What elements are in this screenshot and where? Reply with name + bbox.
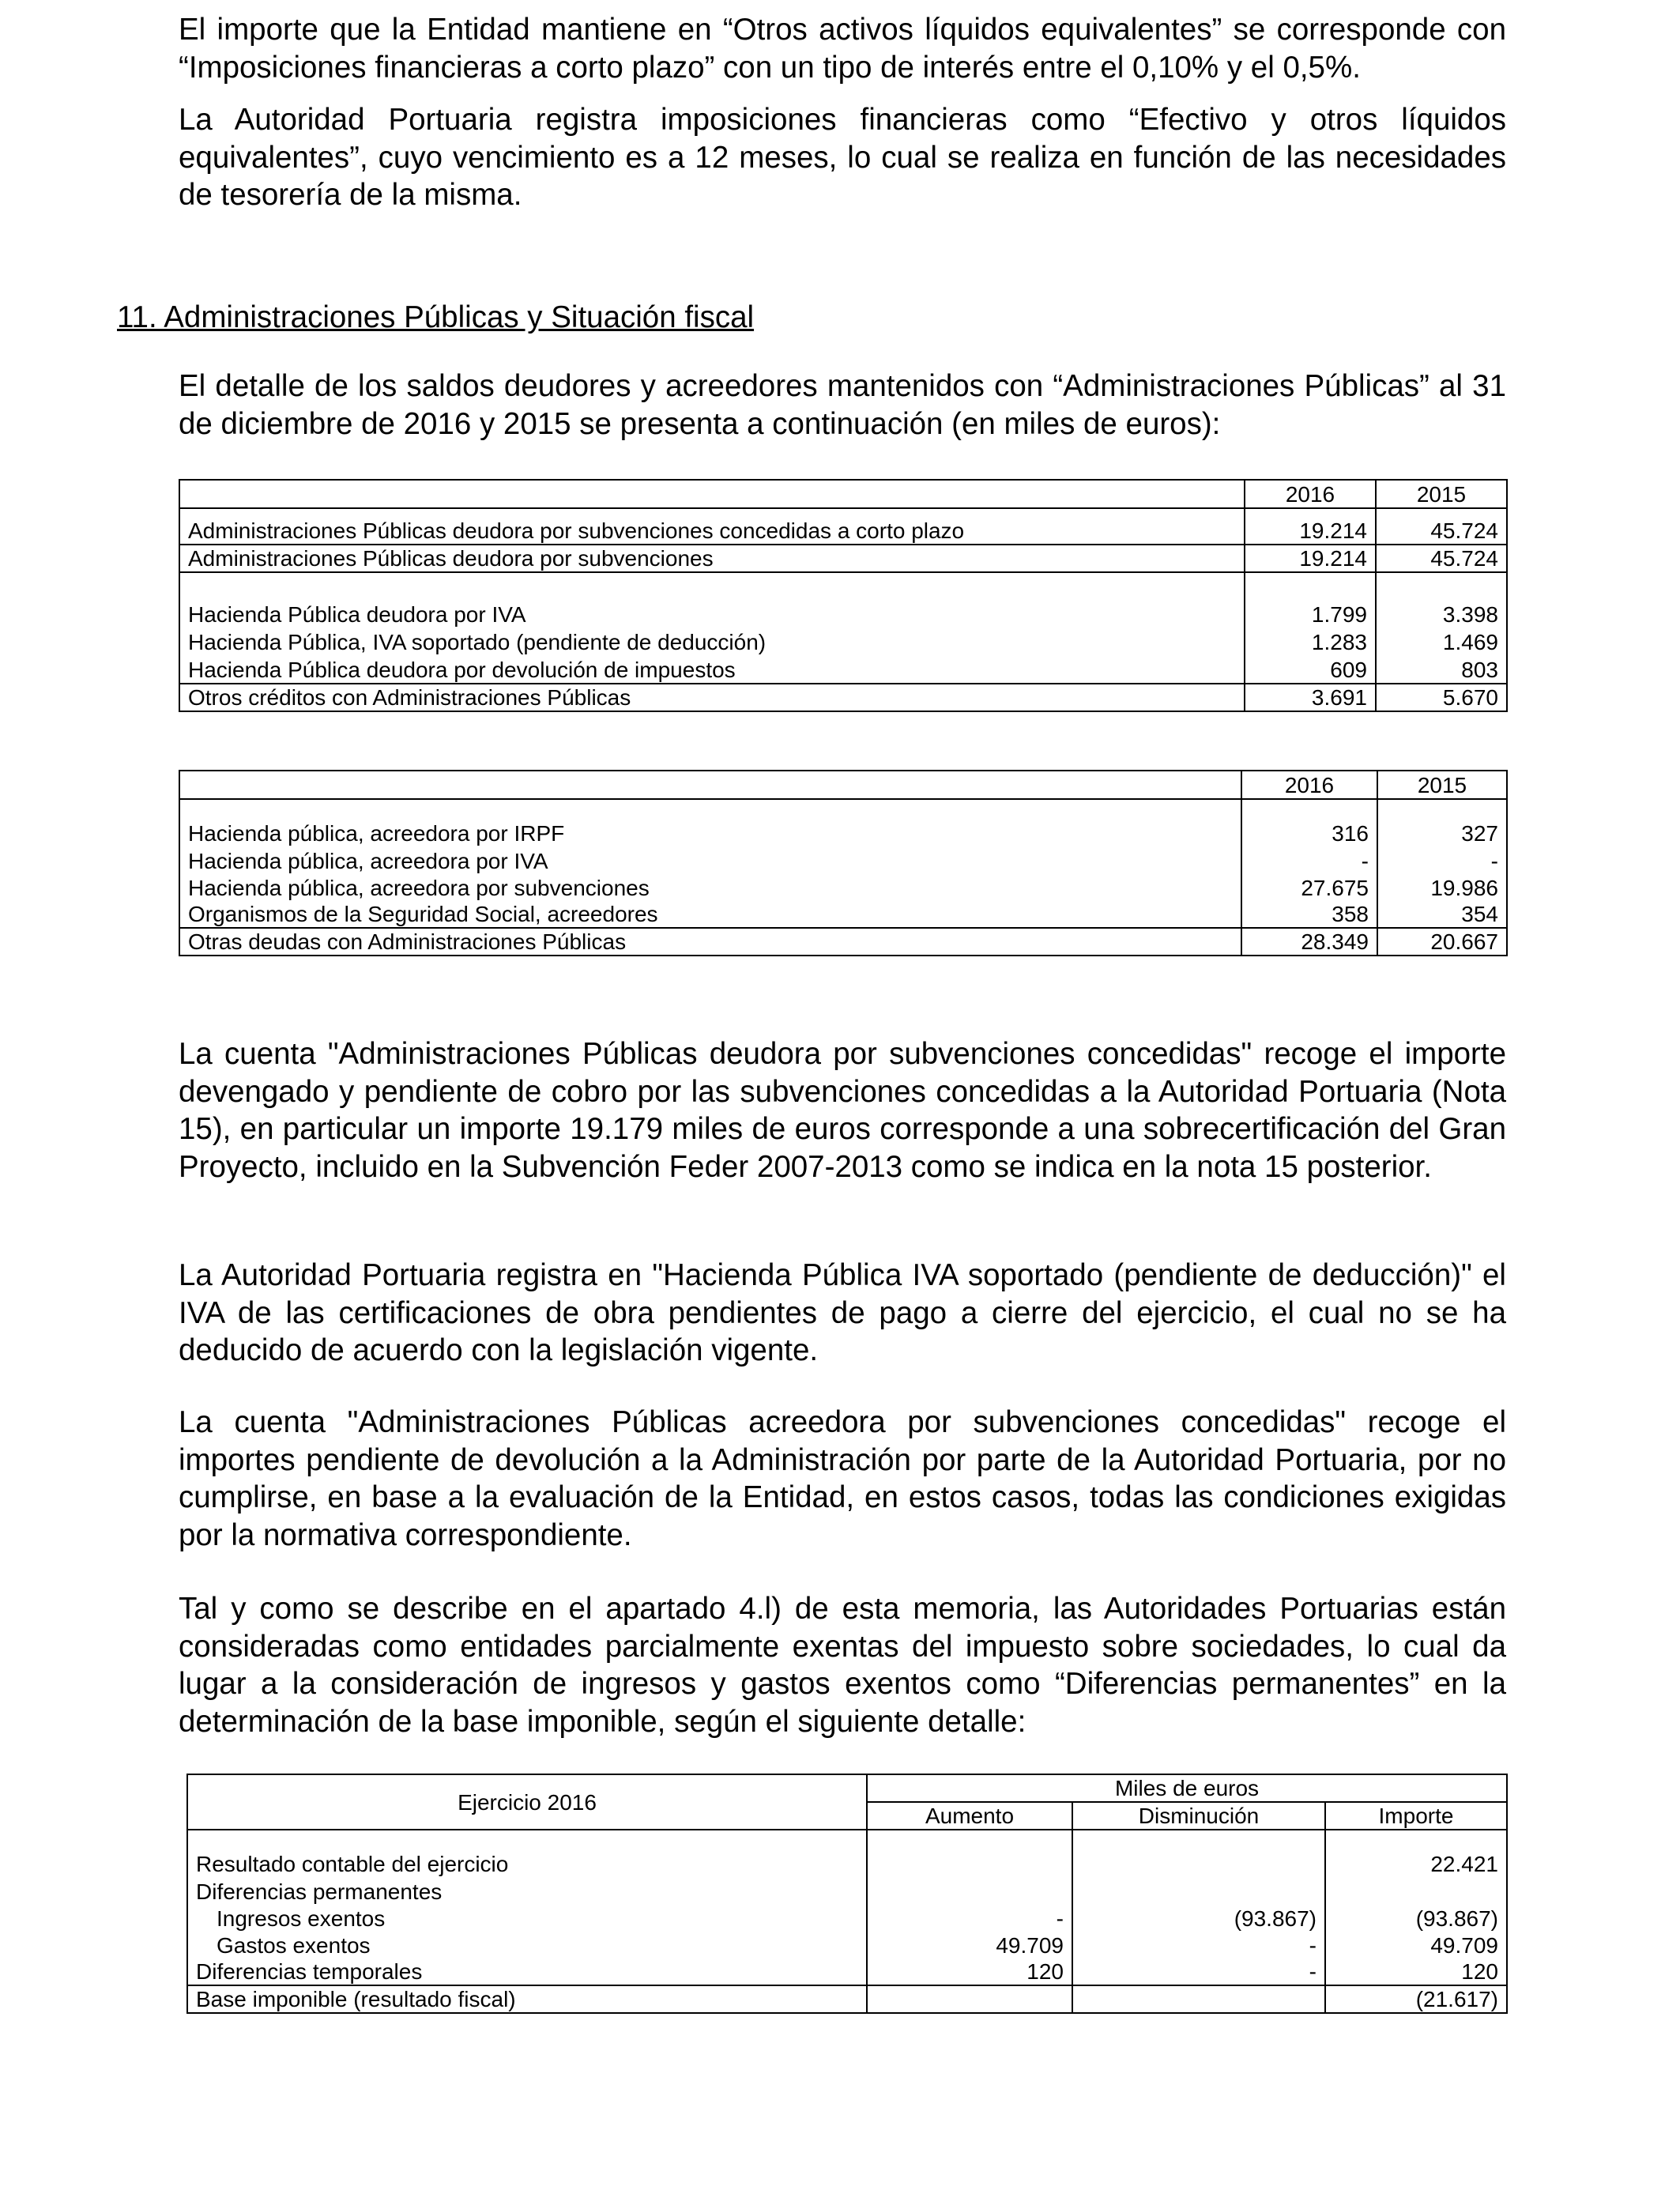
col-header-2015: 2015: [1376, 480, 1507, 508]
tax-base-table: [186, 1774, 1508, 2014]
col-header-2015: 2015: [1377, 771, 1507, 799]
table-row: Hacienda pública, acreedora por IVA - -: [179, 847, 1507, 874]
table-header-row: [187, 1774, 1507, 1802]
total-row: Base imponible (resultado fiscal) (21.617): [187, 1985, 1507, 2013]
total-row: Otras deudas con Administraciones Públicas 28.349 20.667: [179, 928, 1507, 956]
table-row: Resultado contable del ejercicio 22.421: [187, 1850, 1507, 1878]
table-row: Hacienda Pública deudora por IVA 1.799 3.398: [179, 601, 1507, 628]
table-row: Organismos de la Seguridad Social, acreedores 358 354: [179, 901, 1507, 928]
table-row: Hacienda Pública deudora por devolución de impuestos 609 803: [179, 656, 1507, 684]
total-row: Otros créditos con Administraciones Públicas 3.691 5.670: [179, 684, 1507, 711]
col-header-group: Miles de euros: [867, 1774, 1507, 1802]
paragraph-tax-base: Tal y como se describe en el apartado 4.l) de esta memoria, las Autoridades Portuarias están consideradas como entidades parcialmente exentas del impuesto sobre sociedades, lo cual da lugar a la consideración de ingresos y gastos exentos como “Diferencias permanentes” en la determinación de la base imponible, según el siguiente detalle:: [179, 1592, 1506, 1739]
table-row: Hacienda pública, acreedora por IRPF 316 327: [179, 820, 1507, 847]
section-title: 11. Administraciones Públicas y Situación fiscal: [117, 300, 755, 334]
table-row: Ingresos exentos - (93.867) (93.867): [187, 1905, 1507, 1932]
paragraph-subsidies-receivable: La cuenta "Administraciones Públicas deudora por subvenciones concedidas" recoge el importe devengado y pendiente de cobro por las subvenciones concedidas a la Autoridad Portuaria (Nota 15), en particular un importe 19.179 miles de euros corresponde a una sobrecertificación del Gran Proyecto, incluido en la Subvención Feder 2007-2013 como se indica en la nota 15 posterior.: [179, 1037, 1506, 1184]
paragraph-deposits: La Autoridad Portuaria registra imposiciones financieras como “Efectivo y otros líquidos equivalentes”, cuyo vencimiento es a 12 meses, lo cual se realiza en función de las necesidades de tesorería de la misma.: [179, 103, 1506, 212]
table-row: Diferencias temporales 120 - 120: [187, 1958, 1507, 1985]
creditor-balances-table: [179, 770, 1508, 956]
col-header-2016: 2016: [1245, 480, 1376, 508]
table-header-row: [179, 480, 1507, 508]
col-header-aumento: Aumento: [867, 1802, 1072, 1830]
col-header-ejercicio: Ejercicio 2016: [187, 1774, 867, 1830]
col-header-disminucion: Disminución: [1072, 1802, 1325, 1830]
table-row: Administraciones Públicas deudora por subvenciones concedidas a corto plazo 19.214 45.724: [179, 518, 1507, 545]
paragraph-interest-rates: El importe que la Entidad mantiene en “Otros activos líquidos equivalentes” se corresponde con “Imposiciones financieras a corto plazo” con un tipo de interés entre el 0,10% y el 0,5%.: [179, 13, 1506, 85]
paragraph-subsidies-payable: La cuenta "Administraciones Públicas acreedora por subvenciones concedidas" recoge el importes pendiente de devolución a la Administración por parte de la Autoridad Portuaria, por no cumplirse, en base a la evaluación de la Entidad, en estos casos, todas las condiciones exigidas por la normativa correspondiente.: [179, 1405, 1506, 1552]
col-header-importe: Importe: [1325, 1802, 1507, 1830]
paragraph-vat-pending: La Autoridad Portuaria registra en "Hacienda Pública IVA soportado (pendiente de deducción)" el IVA de las certificaciones de obra pendientes de pago a cierre del ejercicio, el cual no se ha deducido de acuerdo con la legislación vigente.: [179, 1258, 1506, 1367]
col-header-2016: 2016: [1241, 771, 1377, 799]
subtotal-row: Administraciones Públicas deudora por subvenciones 19.214 45.724: [179, 545, 1507, 572]
table-header-row: [179, 771, 1507, 799]
table-row: Diferencias permanentes: [187, 1878, 1507, 1905]
table-row: Hacienda pública, acreedora por subvenciones 27.675 19.986: [179, 874, 1507, 901]
table-row: Gastos exentos 49.709 - 49.709: [187, 1932, 1507, 1958]
table-row: Hacienda Pública, IVA soportado (pendiente de deducción) 1.283 1.469: [179, 628, 1507, 656]
debtor-balances-table: [179, 479, 1508, 712]
paragraph-section-intro: El detalle de los saldos deudores y acreedores mantenidos con “Administraciones Públicas” al 31 de diciembre de 2016 y 2015 se presenta a continuación (en miles de euros):: [179, 369, 1506, 441]
